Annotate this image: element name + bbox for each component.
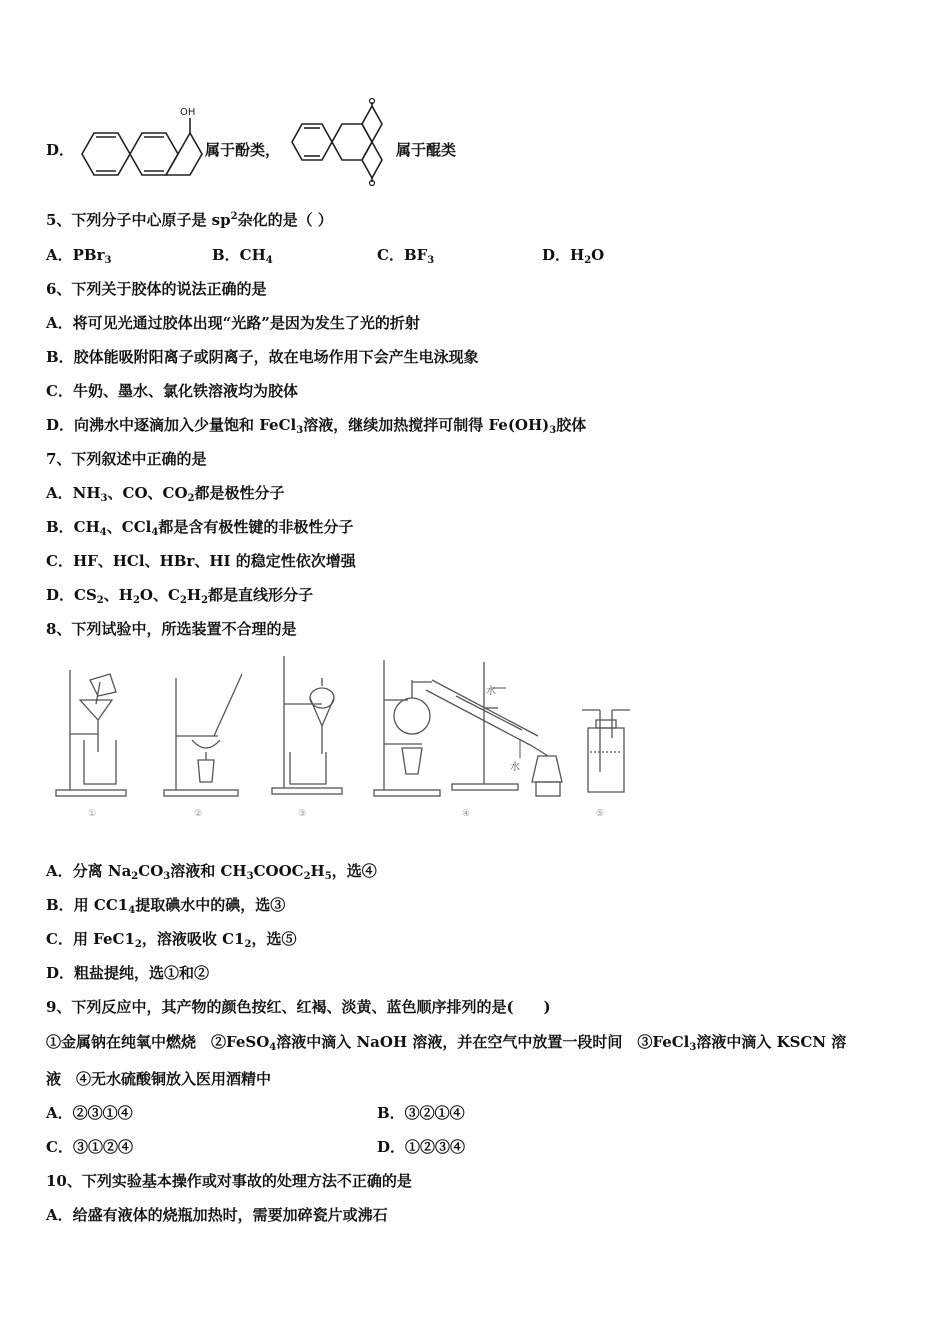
q5-option-d: D．$H_2O$	[542, 246, 605, 266]
q6-option-c: C．牛奶、墨水、氯化铁溶液均为胶体	[46, 382, 298, 400]
q7-option-b: B．$CH_4$、CCl$_4$都是含有极性键的非极性分子	[46, 518, 354, 538]
fig-label-1: ①	[88, 809, 97, 819]
anthraquinone-structure	[288, 98, 396, 186]
q9-items-line1: ①金属钠在纯氧中燃烧 ②FeSO$_4$溶液中滴入 NaOH 溶液，并在空气中放置一段时间 ③FeCl$_3$溶液中滴入 KSCN 溶	[46, 1033, 847, 1053]
anthrol-structure	[76, 104, 204, 184]
q5-option-a: A．PBr$_3$	[46, 246, 112, 266]
q6-stem: 6、下列关于胶体的说法正确的是	[46, 280, 267, 298]
q9-items-line2: 液 ④无水硫酸铜放入医用酒精中	[46, 1070, 272, 1088]
fig-label-2: ②	[194, 809, 203, 819]
q4-d-text1: 属于酚类，	[205, 141, 281, 159]
q9-option-d: D．①②③④	[377, 1138, 466, 1156]
q5-option-c: C．$BF_3$	[377, 246, 435, 266]
lab-apparatus-figure	[46, 652, 646, 827]
oh-label: OH	[180, 107, 196, 118]
q6-option-d: D．向沸水中逐滴加入少量饱和 FeCl$_3$溶液，继续加热搅拌可制得 $Fe(OH)_3$胶体	[46, 416, 587, 436]
q4-d-text2: 属于醌类	[396, 141, 457, 159]
q9-option-c: C．③①②④	[46, 1138, 133, 1156]
q10-stem: 10、下列实验基本操作或对事故的处理方法不正确的是	[46, 1172, 412, 1190]
q8-option-a: A．分离 $Na_2CO_3$溶液和 $CH_3COOC_2H_5$，选④	[46, 862, 377, 882]
water-in-label: 水	[510, 762, 520, 773]
q5-option-b: B．$CH_4$	[212, 246, 273, 266]
q8-stem: 8、下列试验中，所选装置不合理的是	[46, 620, 297, 638]
q7-stem: 7、下列叙述中正确的是	[46, 450, 207, 468]
fig-label-3: ③	[298, 809, 307, 819]
q10-option-a: A．给盛有液体的烧瓶加热时，需要加碎瓷片或沸石	[46, 1206, 388, 1224]
q6-option-a: A．将可见光通过胶体出现“光路”是因为发生了光的折射	[46, 314, 420, 332]
fig-label-5: ⑤	[596, 809, 605, 819]
q8-option-b: B．用 $CC1_4$提取碘水中的碘，选③	[46, 896, 286, 916]
q6-option-b: B．胶体能吸附阳离子或阴离子，故在电场作用下会产生电泳现象	[46, 348, 479, 366]
q5-stem: 5、下列分子中心原子是 $sp^2$杂化的是（ ）	[46, 211, 333, 229]
q9-option-a: A．②③①④	[46, 1104, 133, 1122]
q8-option-d: D．粗盐提纯，选①和②	[46, 964, 210, 982]
q9-option-b: B．③②①④	[377, 1104, 465, 1122]
q7-option-d: D．$CS_2$、$H_2O$、$C_2H_2$都是直线形分子	[46, 586, 314, 606]
q7-option-a: A．$NH_3$、CO、$CO_2$都是极性分子	[46, 484, 285, 504]
q9-stem: 9、下列反应中，其产物的颜色按红、红褐、淡黄、蓝色顺序排列的是( )	[46, 998, 551, 1016]
q4-option-d	[46, 140, 74, 160]
q8-option-c: C．用 $FeC1_2$，溶液吸收 $C1_2$，选⑤	[46, 930, 297, 950]
q4-d-prefix: D．	[46, 141, 75, 159]
q7-option-c: C．HF、HCl、HBr、HI 的稳定性依次增强	[46, 552, 356, 570]
water-out-label: 水	[486, 686, 496, 697]
fig-label-4: ④	[462, 809, 471, 819]
